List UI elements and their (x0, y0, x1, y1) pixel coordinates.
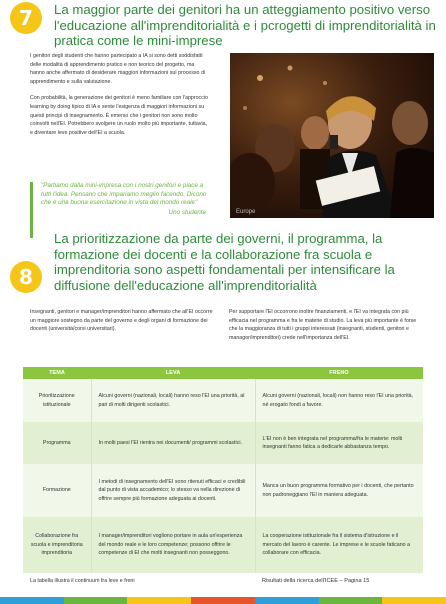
color-stripe-segment (255, 597, 319, 604)
section-8-header (10, 231, 442, 293)
cell-tema: Collaborazione fra scuola e imprenditoria imprenditoria (23, 517, 91, 573)
photo-illustration (230, 53, 434, 218)
section-8-right-text: Per supportare l'EI occorrono inoltre finanziamenti, e l'EI va integrata con più efficacia nel programma e fra le materie di studio. La leva più importante è forse che la maggioranza di tutti i gruppi interessati (insegnanti, studenti, genitori e manager/imprenditori) crede nell'importanza dell'EI. (229, 309, 417, 341)
cell-freno: Manca un buon programma formativo per i docenti, che pertanto non padroneggiano l'EI in maniera adeguata. (255, 464, 423, 517)
column-header-leva: LEVA (91, 367, 255, 379)
photo-watermark: Europe (236, 209, 256, 215)
table-row (23, 517, 423, 573)
table-row (23, 422, 423, 464)
color-stripe-segment (0, 597, 64, 604)
table-row (23, 379, 423, 422)
table-row (23, 464, 423, 517)
section-number-badge: 8 (10, 261, 42, 293)
section-7-body (30, 52, 208, 145)
color-stripe-bar (0, 597, 446, 604)
cell-tema: Programma (23, 422, 91, 464)
color-stripe-segment (64, 597, 128, 604)
quote-text: "Partiamo dalla mini-impresa con i nostri genitori e piace a tutti l'idea. Pensano che impariamo meglio facendo. Dicono che è una buona esercitazione in vista del mondo reale" (41, 182, 207, 207)
cell-tema: Prioritizzazione istituzionale (23, 379, 91, 422)
cell-freno: Alcuni governi (nazionali, locali) non hanno reso l'EI una priorità, né erogato fondi a favore. (255, 379, 423, 422)
color-stripe-segment (127, 597, 191, 604)
section-8-left-text: Insegnanti, genitori e manager/imprenditori hanno affermato che all'EI occorre un maggiore sostegno da parte del governo e degli organi di formazione dei docenti (università/corsi universitari). (30, 309, 213, 333)
cell-leva: Alcuni governi (nazionali, locali) hanno reso l'EI una priorità, al pari di molti dirigenti scolastici. (91, 379, 255, 422)
cell-tema: Formazione (23, 464, 91, 517)
student-speaking-photo (230, 53, 434, 218)
column-header-tema: TEMA (23, 367, 91, 379)
table-caption: La tabella illustra il continuum fra leve e freni (30, 578, 135, 584)
color-stripe-segment (382, 597, 446, 604)
cell-leva: In molti paesi l'EI rientra nei documenti/ programmi scolastici. (91, 422, 255, 464)
section-title: La maggior parte dei genitori ha un atteggiamento positivo verso l'educazione all'imprenditorialità e i pcrogetti di imprenditorialità in pratica come le mini-imprese (54, 2, 436, 48)
section-title: La prioritizzazione da parte dei governi, il programma, la formazione dei docenti e la collaborazione fra scuola e imprenditoria sono aspetti fondamentali per intensificare la diffusione dell'educazione all'imprenditorialità (54, 231, 395, 293)
section-7-header (10, 2, 444, 49)
color-stripe-segment (319, 597, 383, 604)
page-footer: Risultati della ricerca dell'ICEE – Pagina 15 (262, 578, 370, 584)
column-header-freno: FRENO (255, 367, 423, 379)
paragraph: I genitori degli studenti che hanno partecipato a IA si sono detti soddisfatti delle modalità di apprendimento pratico e non teorico del progetto, ma hanno anche affermato di desiderare maggiori informazioni sul processo di apprendimento e sulla valutazione. (30, 53, 206, 85)
pull-quote (30, 182, 212, 238)
table-header-row (23, 367, 423, 379)
paragraph: Con probabilità, la generazione dei genitori è meno familiare con l'approccio learning by doing tipico di IA e sente l'esigenza di maggiori informazioni su questi principi di insegnamento. È emerso che i genitori non sono molto coinvolti nell'EI. Potrebbero svolgere un ruolo molto più importante, tuttavia, e diventare leve positive dell'EI a scuola. (30, 95, 208, 136)
cell-leva: I metodi di insegnamento dell'EI sono ritenuti efficaci e credibili dal punto di vista accademico; lo stesso va nella direzione di offrire sempre più formazione adeguata ai docenti. (91, 464, 255, 517)
cell-freno: La cooperazione istituzionale fra il sistema d'istruzione e il mercato del lavoro è carente. Le imprese e le scuole faticano a collaborare con efficacia. (255, 517, 423, 573)
levers-brakes-table (23, 367, 423, 573)
cell-leva: I manager/imprenditori vogliono portare in aula un'esperienza del mondo reale e le loro competenze; possono offrire le competenze di EI che molti insegnanti non posseggono. (91, 517, 255, 573)
cell-freno: L'EI non è ben integrata nel programma/fra le materie: molti insegnanti fanno fatica a dedicarle abbastanza tempo. (255, 422, 423, 464)
color-stripe-segment (191, 597, 255, 604)
section-number-badge: 7 (10, 2, 42, 34)
quote-author: Uno studente (168, 208, 206, 216)
